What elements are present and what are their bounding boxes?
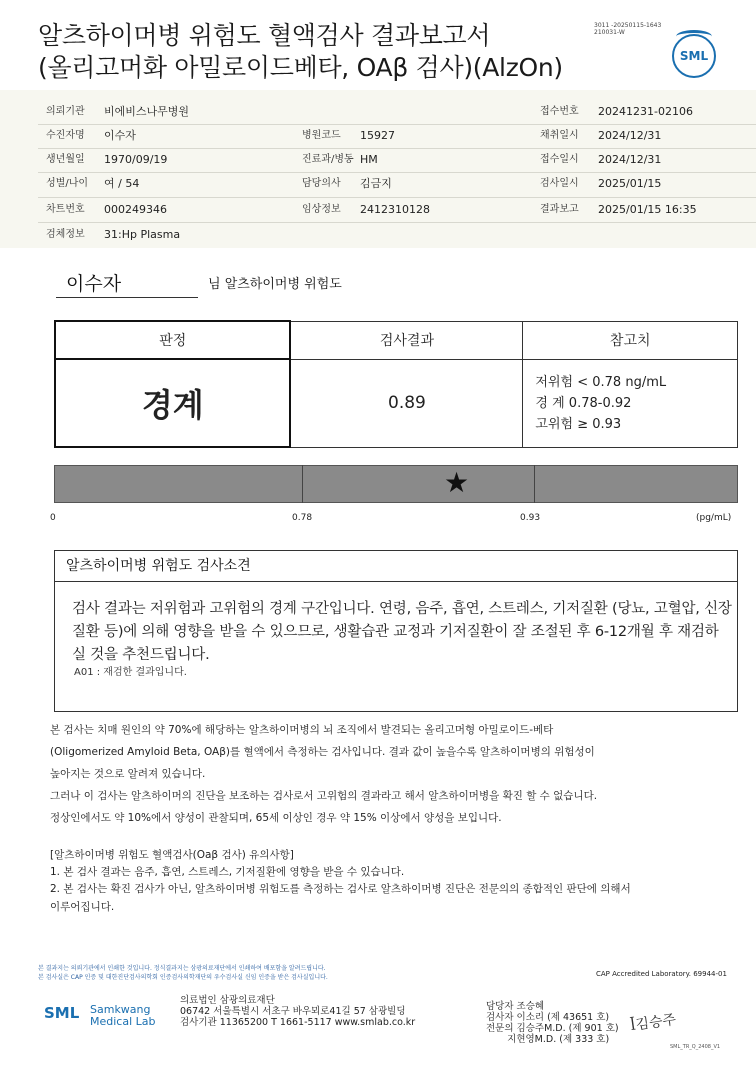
reference-low: 저위험 < 0.78 ng/mL — [535, 374, 667, 390]
report-title — [38, 20, 563, 84]
info-row — [0, 148, 756, 172]
doctor-label: 담당의사 — [302, 178, 341, 189]
info-row — [0, 100, 756, 124]
result-value: 0.89 — [290, 359, 522, 447]
patient-name-underline — [56, 297, 198, 298]
opinion-title: 알츠하이머병 위험도 검사소견 — [66, 558, 251, 574]
judgement-header: 판정 — [55, 321, 290, 359]
received-value: 2024/12/31 — [598, 153, 662, 166]
gauge-tick-high: 0.93 — [520, 513, 541, 523]
clinical-value: 2412310128 — [360, 203, 430, 216]
reference-mid: 경 계 0.78-0.92 — [535, 395, 632, 411]
description-line: 정상인에서도 약 10%에서 양성이 관찰되며, 65세 이상인 경우 약 15% 이상에서 양성을 보입니다. — [50, 812, 502, 824]
doctor-value: 김금지 — [360, 177, 392, 190]
description-line: 그러나 이 검사는 알츠하이머의 진단을 보조하는 검사로서 고위험의 결과라고 해서 알츠하이머병을 확진 할 수 없습니다. — [50, 790, 598, 802]
sml-logo: SML — [672, 34, 716, 78]
chart-no-label: 차트번호 — [46, 204, 85, 215]
info-divider — [38, 148, 756, 149]
opinion-body: 검사 결과는 저위험과 고위험의 경계 구간입니다. 연령, 음주, 흡연, 스트레스, 기저질환 (당뇨, 고혈압, 신장질환 등)에 의해 영향을 받을 수 있으므로, 생활습관 교정과 기저질환이 잘 조절된 후 6-12개월 후 재검하실 것을 추천드립니다. — [72, 601, 732, 663]
risk-gauge-bar — [54, 465, 738, 503]
chart-no-value: 000249346 — [104, 203, 167, 216]
footer-staff: 담당자 조승혜 검사자 이소리 (제 43651 호) 전문의 김승주M.D. (제 901 호) 지현영M.D. (제 333 호) — [486, 1001, 619, 1045]
specimen-value: 31:Hp Plasma — [104, 228, 181, 241]
handwritten-signature: ꟾ김승주 — [629, 1011, 678, 1035]
sex-age-value: 여 / 54 — [104, 177, 140, 190]
received-label: 접수일시 — [540, 154, 579, 165]
notes-item-continued: 이루어집니다. — [50, 901, 115, 913]
notes-title: [알츠하이머병 위험도 혈액검사(Oaβ 검사) 유의사항] — [50, 849, 294, 861]
report-title-line1: 알츠하이머병 위험도 혈액검사 결과보고서 — [38, 21, 491, 50]
tested-value: 2025/01/15 — [598, 177, 662, 190]
birth-label: 생년월일 — [46, 154, 85, 165]
result-table — [54, 320, 738, 448]
reported-value: 2025/01/15 16:35 — [598, 203, 697, 216]
footer-disclaimer: 본 결과지는 의뢰기관에서 인쇄한 것입니다. 정식결과지는 삼광의료재단에서 인쇄하여 배포함을 알려드립니다. 본 검사실은 CAP 인증 및 대한진단검사의학회 인증검사의학재단의 우수검사실 신임 인증을 받은 검사실입니다. — [38, 965, 328, 981]
gauge-tick-low: 0.78 — [292, 513, 313, 523]
sex-age-label: 성별/나이 — [46, 178, 89, 189]
institution-value: 비에비스나무병원 — [104, 105, 190, 118]
result-header: 검사결과 — [290, 321, 522, 359]
info-divider — [38, 222, 756, 223]
footer-address: 의료법인 삼광의료재단 06742 서울특별시 서초구 바우뫼로41길 57 삼광빌딩 검사기관 11365200 T 1661-5117 www.smlab.co.kr — [180, 995, 416, 1028]
result-table-row — [55, 359, 738, 447]
notes-item: 2. 본 검사는 확진 검사가 아닌, 알츠하이머병 위험도를 측정하는 검사로 알츠하이머병 진단은 전문의의 종합적인 판단에 의해서 — [50, 883, 631, 895]
receipt-no-value: 20241231-02106 — [598, 105, 693, 118]
specimen-label: 검체정보 — [46, 229, 85, 240]
dept-label: 진료과/병동 — [302, 154, 354, 165]
document-id: 3011 -20250115-1643 210031-W — [594, 22, 662, 36]
institution-label: 의뢰기관 — [46, 106, 85, 117]
gauge-divider-high — [534, 465, 535, 503]
hospital-code-value: 15927 — [360, 129, 395, 142]
gauge-tick-0: 0 — [50, 513, 56, 523]
info-divider — [38, 124, 756, 125]
form-id: SML_TR_Q_2408_V1 — [670, 1044, 721, 1050]
patient-label: 수진자명 — [46, 130, 85, 141]
collected-value: 2024/12/31 — [598, 129, 662, 142]
report-title-line2: (올리고머화 아밀로이드베타, OAβ 검사)(AlzOn) — [38, 53, 563, 82]
gauge-unit: (pg/mL) — [696, 513, 732, 523]
reference-header: 참고치 — [523, 321, 738, 359]
patient-info-panel — [0, 90, 756, 248]
judgement-value: 경계 — [55, 359, 290, 447]
info-row — [0, 172, 756, 196]
reference-ranges — [523, 359, 738, 447]
patient-value: 이수자 — [104, 129, 136, 142]
description-line: 높아지는 것으로 알려져 있습니다. — [50, 768, 206, 780]
clinical-label: 임상정보 — [302, 204, 341, 215]
collected-label: 채취일시 — [540, 130, 579, 141]
patient-risk-caption: 님 알츠하이머병 위험도 — [208, 277, 342, 292]
opinion-code: A01 : 재검한 결과입니다. — [74, 667, 187, 678]
description-line: (Oligomerized Amyloid Beta, OAβ)를 혈액에서 측정하는 검사입니다. 결과 값이 높을수록 알츠하이머병의 위험성이 — [50, 746, 595, 758]
footer-company-name: Samkwang Medical Lab — [90, 1003, 156, 1028]
tested-label: 검사일시 — [540, 178, 579, 189]
hospital-code-label: 병원코드 — [302, 130, 341, 141]
info-row — [0, 124, 756, 148]
patient-name: 이수자 — [66, 273, 122, 295]
notes-item: 1. 본 검사 결과는 음주, 흡연, 스트레스, 기저질환에 영향을 받을 수 있습니다. — [50, 866, 405, 878]
info-row — [0, 198, 756, 222]
reference-high: 고위험 ≥ 0.93 — [535, 416, 622, 432]
receipt-no-label: 접수번호 — [540, 106, 579, 117]
dept-value: HM — [360, 153, 378, 166]
cap-accreditation: CAP Accredited Laboratory. 69944-01 — [596, 970, 727, 978]
footer-sml-logo: SML — [44, 1004, 80, 1022]
result-table-header — [55, 321, 738, 359]
info-row — [0, 223, 756, 247]
description-line: 본 검사는 치매 원인의 약 70%에 해당하는 알츠하이머병의 뇌 조직에서 발견되는 올리고머형 아밀로이드-베타 — [50, 724, 554, 736]
gauge-divider-low — [302, 465, 303, 503]
result-star-marker: ★ — [444, 466, 470, 499]
info-divider — [38, 197, 756, 198]
reported-label: 결과보고 — [540, 204, 579, 215]
birth-value: 1970/09/19 — [104, 153, 168, 166]
info-divider — [38, 172, 756, 173]
